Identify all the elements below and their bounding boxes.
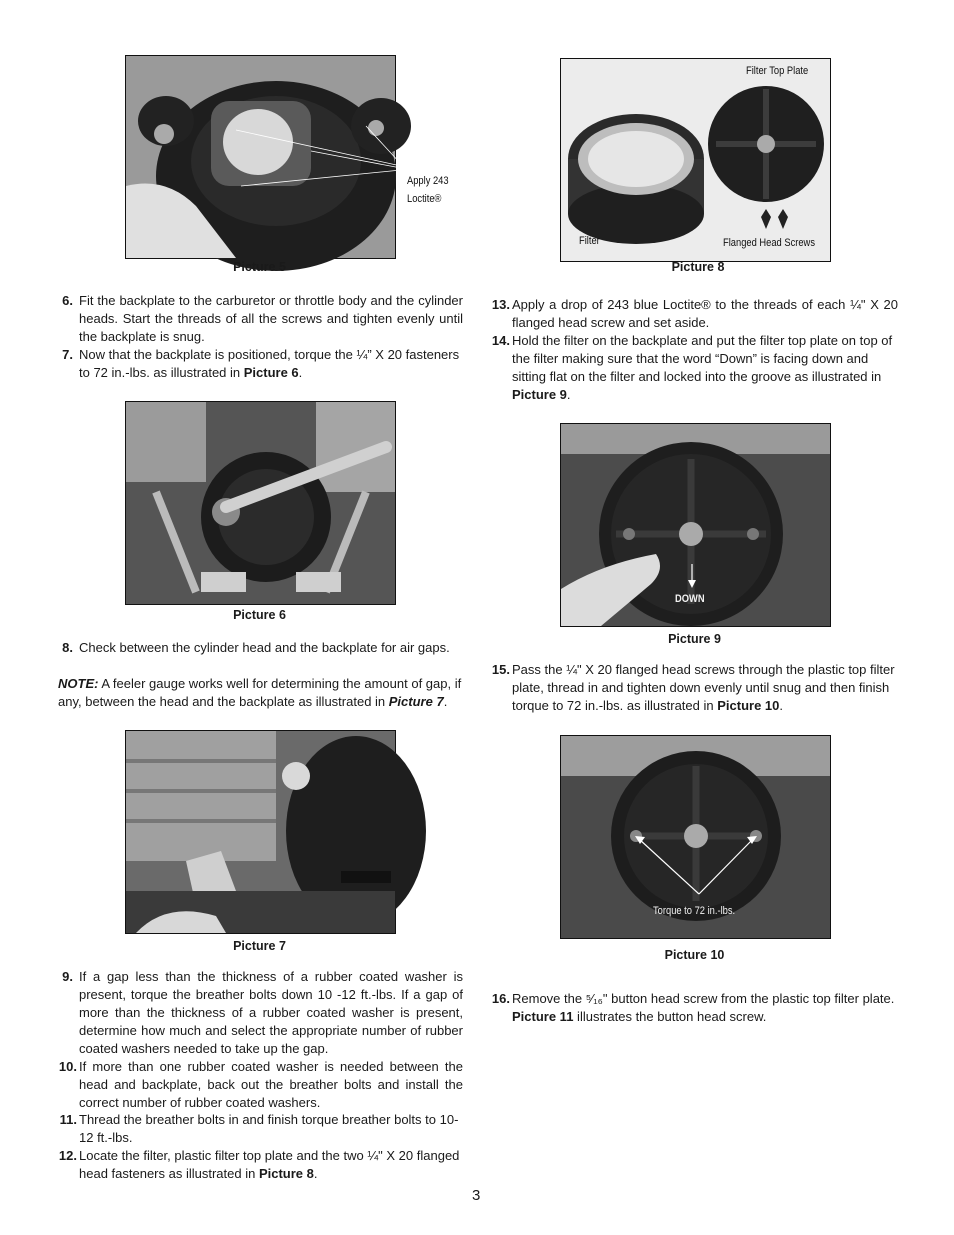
step-15-end: . bbox=[779, 698, 784, 713]
step-16-reference: Picture 11 bbox=[512, 1009, 574, 1024]
step-13 bbox=[488, 296, 898, 332]
step-14-reference: Picture 9 bbox=[512, 387, 567, 402]
step-8 bbox=[55, 639, 463, 657]
step-7-number: 7. bbox=[62, 347, 73, 362]
step-7-end: . bbox=[298, 365, 303, 380]
picture-5-annotation-line2: Loctite® bbox=[407, 193, 442, 205]
step-6-text: Fit the backplate to the carburetor or throttle body and the cylinder heads. Start the threads of all the screws and tighten evenly until the backplate is snug. bbox=[79, 293, 463, 344]
step-14-end: . bbox=[566, 387, 571, 402]
picture-10-label-torque: Torque to 72 in.-lbs. bbox=[653, 905, 736, 917]
picture-5-caption: Picture 5 bbox=[233, 260, 286, 274]
step-15-number: 15. bbox=[491, 662, 510, 677]
step-9-text: If a gap less than the thickness of a rubber coated washer is present, torque the breather bolts down 10 -12 ft.-lbs. If a gap of more than the thickness of a rubber coated washer is present, determine how much and select the appropriate number of rubber coated washers needed to take up the gap. bbox=[79, 969, 463, 1056]
step-7-reference: Picture 6 bbox=[243, 365, 299, 380]
step-10-number: 10. bbox=[58, 1059, 77, 1074]
picture-6-caption: Picture 6 bbox=[233, 608, 286, 622]
step-9-number: 9. bbox=[62, 969, 73, 984]
step-16 bbox=[488, 990, 898, 1026]
step-15 bbox=[488, 661, 898, 715]
picture-7-caption: Picture 7 bbox=[233, 939, 286, 953]
step-7 bbox=[55, 346, 463, 382]
step-16-text bbox=[512, 990, 898, 1026]
picture-10-image bbox=[560, 735, 831, 939]
step-7-body: Now that the backplate is positioned, torque the ¼” X 20 fasteners to 72 in.-lbs. as illustrated in bbox=[79, 347, 460, 380]
picture-10-caption: Picture 10 bbox=[664, 948, 725, 962]
step-15-reference: Picture 10 bbox=[717, 698, 780, 713]
step-10-text: If more than one rubber coated washer is needed between the head and backplate, back out the breather bolts and install the correct number of rubber coated washers. bbox=[79, 1059, 463, 1110]
picture-8-image bbox=[560, 58, 831, 262]
step-13-text: Apply a drop of 243 blue Loctite® to the threads of each ¼" X 20 flanged head screw and set aside. bbox=[512, 297, 898, 330]
step-15-body: Pass the ¼" X 20 flanged head screws through the plastic top filter plate, thread in and tighten down evenly until snug and then finish torque to 72 in.-lbs. as illustrated in bbox=[512, 662, 895, 713]
step-8-number: 8. bbox=[62, 640, 73, 655]
step-14-text bbox=[512, 332, 898, 404]
picture-6-image bbox=[125, 401, 396, 605]
page-number: 3 bbox=[472, 1187, 481, 1204]
step-6 bbox=[55, 292, 463, 346]
step-15-text bbox=[512, 661, 898, 715]
step-6-number: 6. bbox=[62, 293, 73, 308]
picture-7-image bbox=[125, 730, 396, 934]
note-end: . bbox=[443, 694, 448, 709]
picture-8-caption: Picture 8 bbox=[671, 260, 725, 274]
step-14-number: 14. bbox=[491, 333, 510, 348]
picture-8-label-screws: Flanged Head Screws bbox=[723, 237, 815, 249]
step-12-body: Locate the filter, plastic filter top plate and the two ¼" X 20 flanged head fasteners as illustrated in bbox=[79, 1148, 460, 1181]
picture-5-annotation-line1: Apply 243 bbox=[407, 175, 449, 187]
step-12-end: . bbox=[313, 1166, 318, 1181]
step-14-body: Hold the filter on the backplate and put the filter top plate on top of the filter making sure that the word “Down” is facing down and sitting flat on the filter and locked into the groove as illustrated in bbox=[512, 333, 893, 384]
note-label: NOTE: bbox=[58, 676, 99, 691]
picture-8-label-filter: Filter bbox=[579, 235, 600, 247]
step-13-number: 13. bbox=[491, 297, 510, 312]
step-11-text: Thread the breather bolts in and finish torque breather bolts to 10-12 ft.-lbs. bbox=[79, 1112, 459, 1145]
step-8-text: Check between the cylinder head and the backplate for air gaps. bbox=[79, 640, 450, 655]
note-paragraph bbox=[58, 675, 463, 711]
step-12-number: 12. bbox=[58, 1148, 77, 1163]
note-body: A feeler gauge works well for determining the amount of gap, if any, between the head and the backplate as illustrated in bbox=[58, 676, 462, 709]
step-12-text bbox=[79, 1147, 463, 1183]
picture-9-caption: Picture 9 bbox=[668, 632, 721, 646]
step-11 bbox=[55, 1111, 463, 1147]
picture-8-label-top-plate: Filter Top Plate bbox=[746, 65, 809, 77]
step-12-reference: Picture 8 bbox=[258, 1166, 314, 1181]
step-16-number: 16. bbox=[491, 991, 510, 1006]
step-16-body: Remove the ⁵⁄₁₆" button head screw from the plastic top filter plate. bbox=[512, 991, 895, 1006]
step-10 bbox=[55, 1058, 463, 1112]
step-12 bbox=[55, 1147, 463, 1183]
picture-9-image bbox=[560, 423, 831, 627]
step-7-text bbox=[79, 346, 463, 382]
note-reference: Picture 7 bbox=[388, 694, 444, 709]
step-9 bbox=[55, 968, 463, 1058]
picture-5-image bbox=[125, 55, 449, 259]
step-16-end: illustrates the button head screw. bbox=[573, 1009, 767, 1024]
step-11-number: 11. bbox=[59, 1112, 77, 1127]
step-14 bbox=[488, 332, 898, 404]
picture-9-label-down: DOWN bbox=[675, 593, 705, 605]
